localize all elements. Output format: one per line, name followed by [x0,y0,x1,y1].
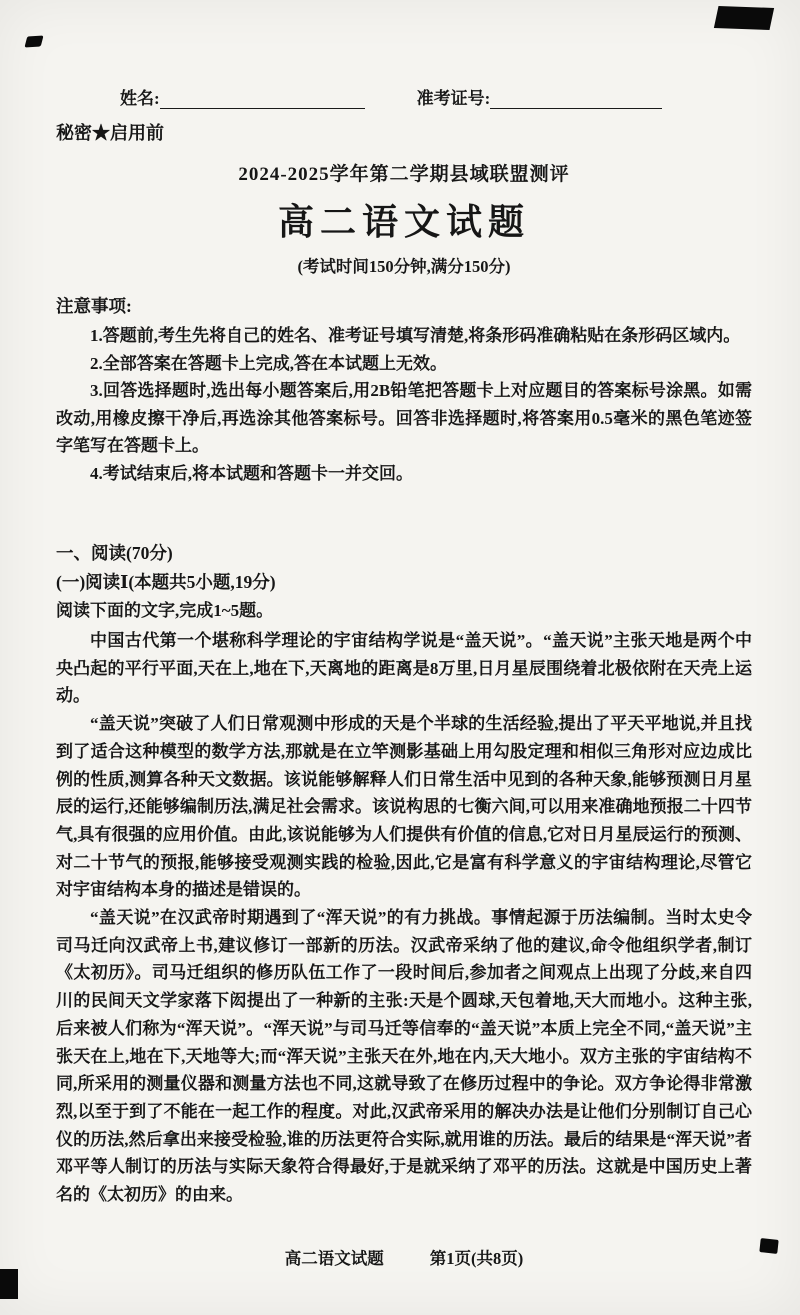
candidate-info-row [56,84,752,109]
scan-artifact-bottom-right [759,1238,778,1254]
exam-number-label: 准考证号: [416,89,491,108]
notice-heading: 注意事项: [56,296,132,316]
scan-artifact-top-left [24,35,43,47]
footer-page-number: 第1页(共8页) [429,1248,524,1268]
section-block [56,539,752,625]
exam-number-field [417,84,663,109]
notice-item-3: 3.回答选择题时,选出每小题答案后,用2B铅笔把答题卡上对应题目的答案标号涂黑。如需改动,用橡皮擦干净后,再选涂其他答案标号。回答非选择题时,将答案用0.5毫米的黑色笔迹签字笔写在答题卡上。 [56,381,752,456]
scan-artifact-bottom-left [0,1269,18,1299]
passage-paragraph-1: 中国古代第一个堪称科学理论的宇宙结构学说是“盖天说”。“盖天说”主张天地是两个中央凸起的平行平面,天在上,地在下,天离地的距离是8万里,日月星辰围绕着北极依附在天壳上运动。 [56,630,752,706]
reading-instruction: 阅读下面的文字,完成1~5题。 [56,600,274,620]
section-subheading: (一)阅读Ⅰ(本题共5小题,19分) [56,572,276,593]
exam-number-blank-line [490,90,662,109]
scan-artifact-top-right [714,6,774,30]
classification-label: 秘密★启用前 [56,123,164,143]
reading-passage [56,627,752,1209]
exam-time-score-info: (考试时间150分钟,满分150分) [297,257,511,276]
name-label: 姓名: [120,89,160,108]
page-footer [56,1245,752,1315]
footer-doc-title: 高二语文试题 [284,1248,384,1268]
passage-paragraph-2: “盖天说”突破了人们日常观测中形成的天是个半球的生活经验,提出了平天平地说,并且找到了适合这种模型的数学方法,那就是在立竿测影基础上用勾股定理和相似三角形对应边成比例的性质,测算各种天文数据。该说能够解释人们日常生活中见到的各种天象,能够预测日月星辰的运行,还能够编制历法,满足社会需求。该说构思的七衡六间,可以用来准确地预报二十四节气,具有很强的应用价值。由此,该说能够为人们提供有价值的信息,它对日月星辰运行的预测、对二十节气的预报,能够接受观测实践的检验,因此,它是富有科学意义的宇宙结构理论,尽管它对宇宙结构本身的描述是错误的。 [56,714,752,900]
exam-session-subtitle: 2024-2025学年第二学期县域联盟测评 [238,164,570,185]
name-blank-line [160,90,365,109]
exam-title: 高二语文试题 [277,202,530,242]
section-heading: 一、阅读(70分) [56,543,173,564]
passage-paragraph-3: “盖天说”在汉武帝时期遇到了“浑天说”的有力挑战。事情起源于历法编制。当时太史令司马迁向汉武帝上书,建议修订一部新的历法。汉武帝采纳了他的建议,命令他组织学者,制订《太初历》。司马迁组织的修历队伍工作了一段时间后,参加者之间观点上出现了分歧,来自四川的民间天文学家落下闳提出了一种新的主张:天是个圆球,天包着地,天大而地小。这种主张,后来被人们称为“浑天说”。“浑天说”与司马迁等信奉的“盖天说”本质上完全不同,“盖天说”主张天在上,地在下,天地等大;而“浑天说”主张天在外,地在内,天大地小。双方主张的宇宙结构不同,所采用的测量仪器和测量方法也不同,这就导致了在修历过程中的争论。双方争论得非常激烈,以至于到了不能在一起工作的程度。对此,汉武帝采用的解决办法是让他们分别制订自己心仪的历法,然后拿出来接受检验,谁的历法更符合实际,就用谁的历法。最后的结果是“浑天说”者邓平等人制订的历法与实际天象符合得最好,于是就采纳了邓平的历法。这就是中国历史上著名的《太初历》的由来。 [56,908,752,1205]
notice-item-4: 4.考试结束后,将本试题和答题卡一并交回。 [90,463,413,483]
notice-block [56,293,752,487]
notice-item-2: 2.全部答案在答题卡上完成,答在本试题上无效。 [90,353,447,373]
notice-item-1: 1.答题前,考生先将自己的姓名、准考证号填写清楚,将条形码准确粘贴在条形码区域内。 [90,326,741,345]
name-field [120,84,365,109]
